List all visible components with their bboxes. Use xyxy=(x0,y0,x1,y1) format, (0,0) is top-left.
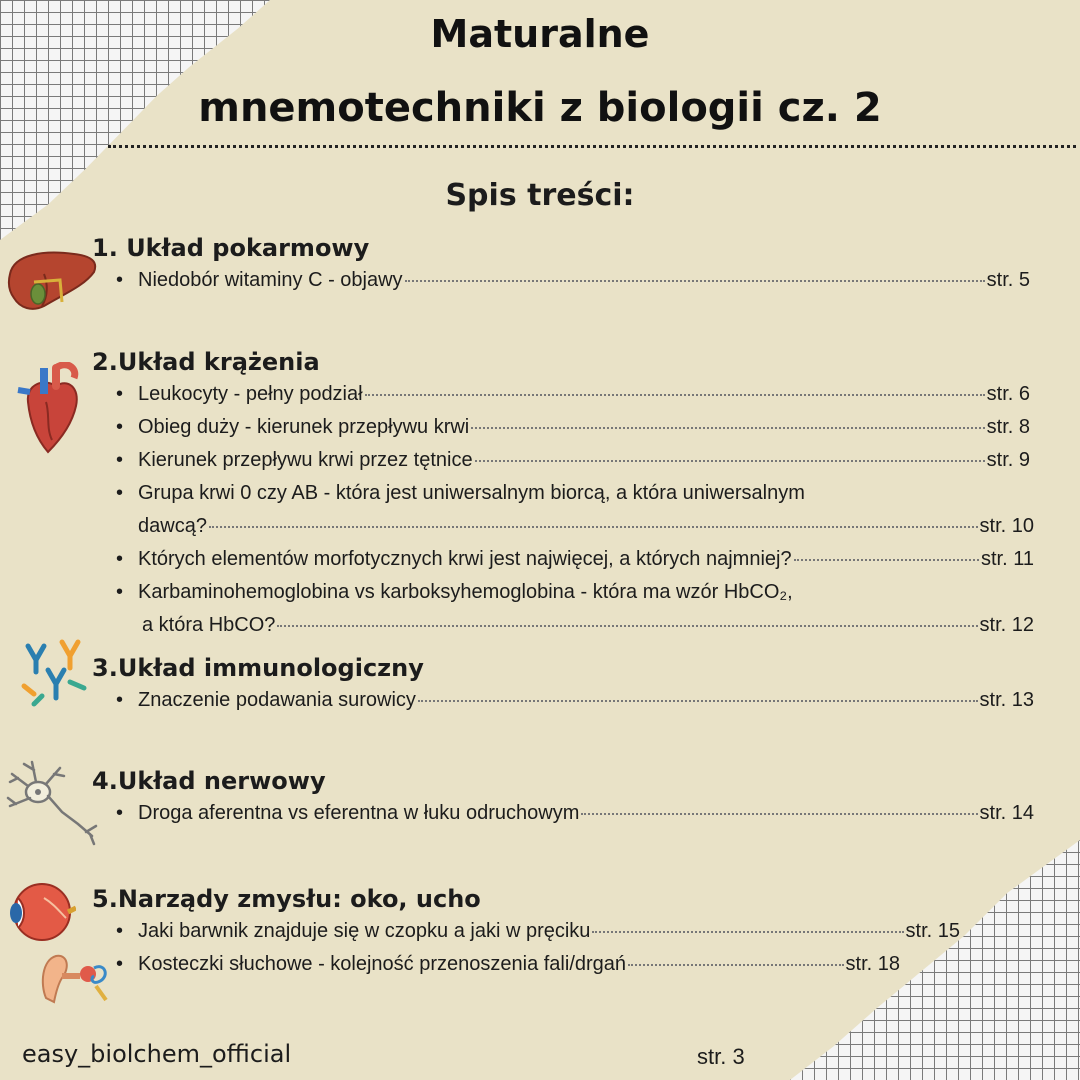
toc-item[interactable]: • Których elementów morfotycznych krwi jest najwięcej, a których najmniej? str. 11 xyxy=(92,543,1034,576)
neuron-icon xyxy=(4,756,100,846)
section-title: 5.Narządy zmysłu: oko, ucho xyxy=(92,885,481,913)
title-divider xyxy=(108,145,1076,148)
toc-item[interactable]: • Karbaminohemoglobina vs karboksyhemoglobina - która ma wzór HbCO₂, a która HbCO? str. 12 xyxy=(92,576,1034,642)
toc-item[interactable]: • Droga aferentna vs eferentna w łuku odruchowym str. 14 xyxy=(92,797,1034,830)
liver-icon xyxy=(4,244,100,314)
toc-item[interactable]: • Obieg duży - kierunek przepływu krwi str. 8 xyxy=(92,411,1030,444)
section-title: 2.Układ krążenia xyxy=(92,348,320,376)
toc-section-4 xyxy=(92,765,1034,830)
page-title-line2: mnemotechniki z biologii cz. 2 xyxy=(198,85,882,131)
toc-section-3 xyxy=(92,652,1034,717)
toc-item[interactable]: • Leukocyty - pełny podział str. 6 xyxy=(92,378,1030,411)
antibody-icon xyxy=(14,636,92,710)
toc-item[interactable]: • Niedobór witaminy C - objawy str. 5 xyxy=(92,264,1030,297)
eye-icon xyxy=(4,878,76,946)
heart-icon xyxy=(16,362,82,456)
page-number: str. 3 xyxy=(697,1044,745,1069)
section-title: 3.Układ immunologiczny xyxy=(92,654,424,682)
toc-heading: Spis treści: xyxy=(445,178,635,213)
toc-item[interactable]: • Kierunek przepływu krwi przez tętnice str. 9 xyxy=(92,444,1030,477)
toc-section-5 xyxy=(92,883,960,981)
section-title: 4.Układ nerwowy xyxy=(92,767,326,795)
toc-item[interactable]: • Jaki barwnik znajduje się w czopku a jaki w pręciku str. 15 xyxy=(92,915,960,948)
section-title: 1. Układ pokarmowy xyxy=(92,234,370,262)
toc-section-1 xyxy=(92,232,1030,297)
page-title-line1: Maturalne xyxy=(430,12,650,56)
toc-item[interactable]: • Grupa krwi 0 czy AB - która jest uniwersalnym biorcą, a która uniwersalnym dawcą? str. 10 xyxy=(92,477,1034,543)
author-handle: easy_biolchem_official xyxy=(22,1040,292,1068)
toc-section-2 xyxy=(92,346,1034,642)
toc-item[interactable]: • Kosteczki słuchowe - kolejność przenoszenia fali/drgań str. 18 xyxy=(92,948,900,981)
toc-item[interactable]: • Znaczenie podawania surowicy str. 13 xyxy=(92,684,1034,717)
